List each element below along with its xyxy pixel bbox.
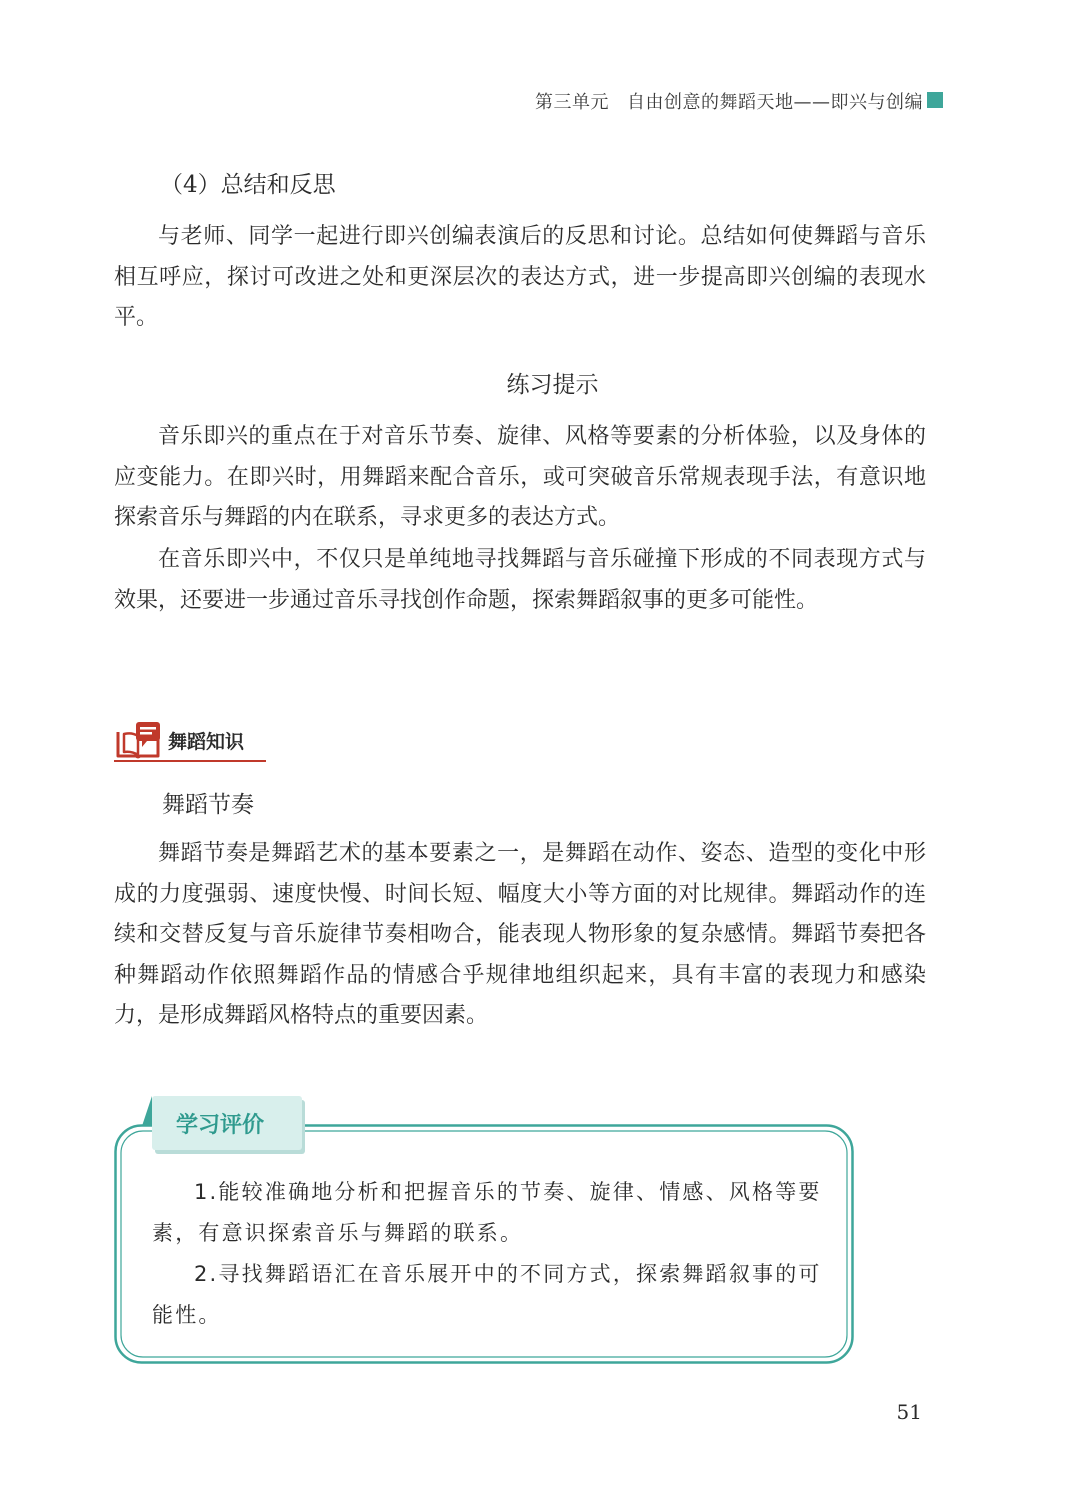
- subsection-title: （4）总结和反思: [160, 172, 336, 198]
- tips-paragraph-2: 在音乐即兴中，不仅只是单纯地寻找舞蹈与音乐碰撞下形成的不同表现方式与效果，还要进一步通过音乐寻找创作命题，探索舞蹈叙事的更多可能性。: [114, 547, 926, 613]
- evaluation-item-2: 2.寻找舞蹈语汇在音乐展开中的不同方式，探索舞蹈叙事的可能性。: [152, 1262, 822, 1327]
- knowledge-underline: [114, 760, 266, 762]
- knowledge-section-title: 舞蹈节奏: [162, 792, 254, 818]
- knowledge-heading: [114, 720, 266, 760]
- tips-paragraph-1: 音乐即兴的重点在于对音乐节奏、旋律、风格等要素的分析体验，以及身体的应变能力。在即兴时，用舞蹈来配合音乐，或可突破音乐常规表现手法，有意识地探索音乐与舞蹈的内在联系，寻求更多的表达方式。: [114, 424, 926, 530]
- evaluation-tab-corner: [142, 1096, 152, 1126]
- header-title: 自由创意的舞蹈天地——即兴与创编: [627, 92, 923, 113]
- knowledge-label: 舞蹈知识: [168, 731, 245, 753]
- book-icon: [114, 720, 164, 760]
- evaluation-item-1: 1.能较准确地分析和把握音乐的节奏、旋律、情感、风格等要素，有意识探索音乐与舞蹈的联系。: [152, 1180, 822, 1245]
- running-header: [535, 88, 923, 114]
- evaluation-label: 学习评价: [176, 1113, 265, 1138]
- evaluation-tab: [152, 1096, 302, 1150]
- knowledge-body: 舞蹈节奏是舞蹈艺术的基本要素之一，是舞蹈在动作、姿态、造型的变化中形成的力度强弱、速度快慢、时间长短、幅度大小等方面的对比规律。舞蹈动作的连续和交替反复与音乐旋律节奏相吻合，能表现人物形象的复杂感情。舞蹈节奏把各种舞蹈动作依照舞蹈作品的情感合乎规律地组织起来，具有丰富的表现力和感染力，是形成舞蹈风格特点的重要因素。: [114, 841, 926, 1028]
- tips-title: [0, 366, 1065, 399]
- header-square-marker: [927, 92, 943, 108]
- subsection-body: 与老师、同学一起进行即兴创编表演后的反思和讨论。总结如何使舞蹈与音乐相互呼应，探讨可改进之处和更深层次的表达方式，进一步提高即兴创编的表现水平。: [114, 224, 926, 330]
- header-unit: 第三单元: [535, 92, 609, 113]
- page-number: 51: [896, 1400, 922, 1424]
- tips-title-text: 练习提示: [506, 372, 599, 398]
